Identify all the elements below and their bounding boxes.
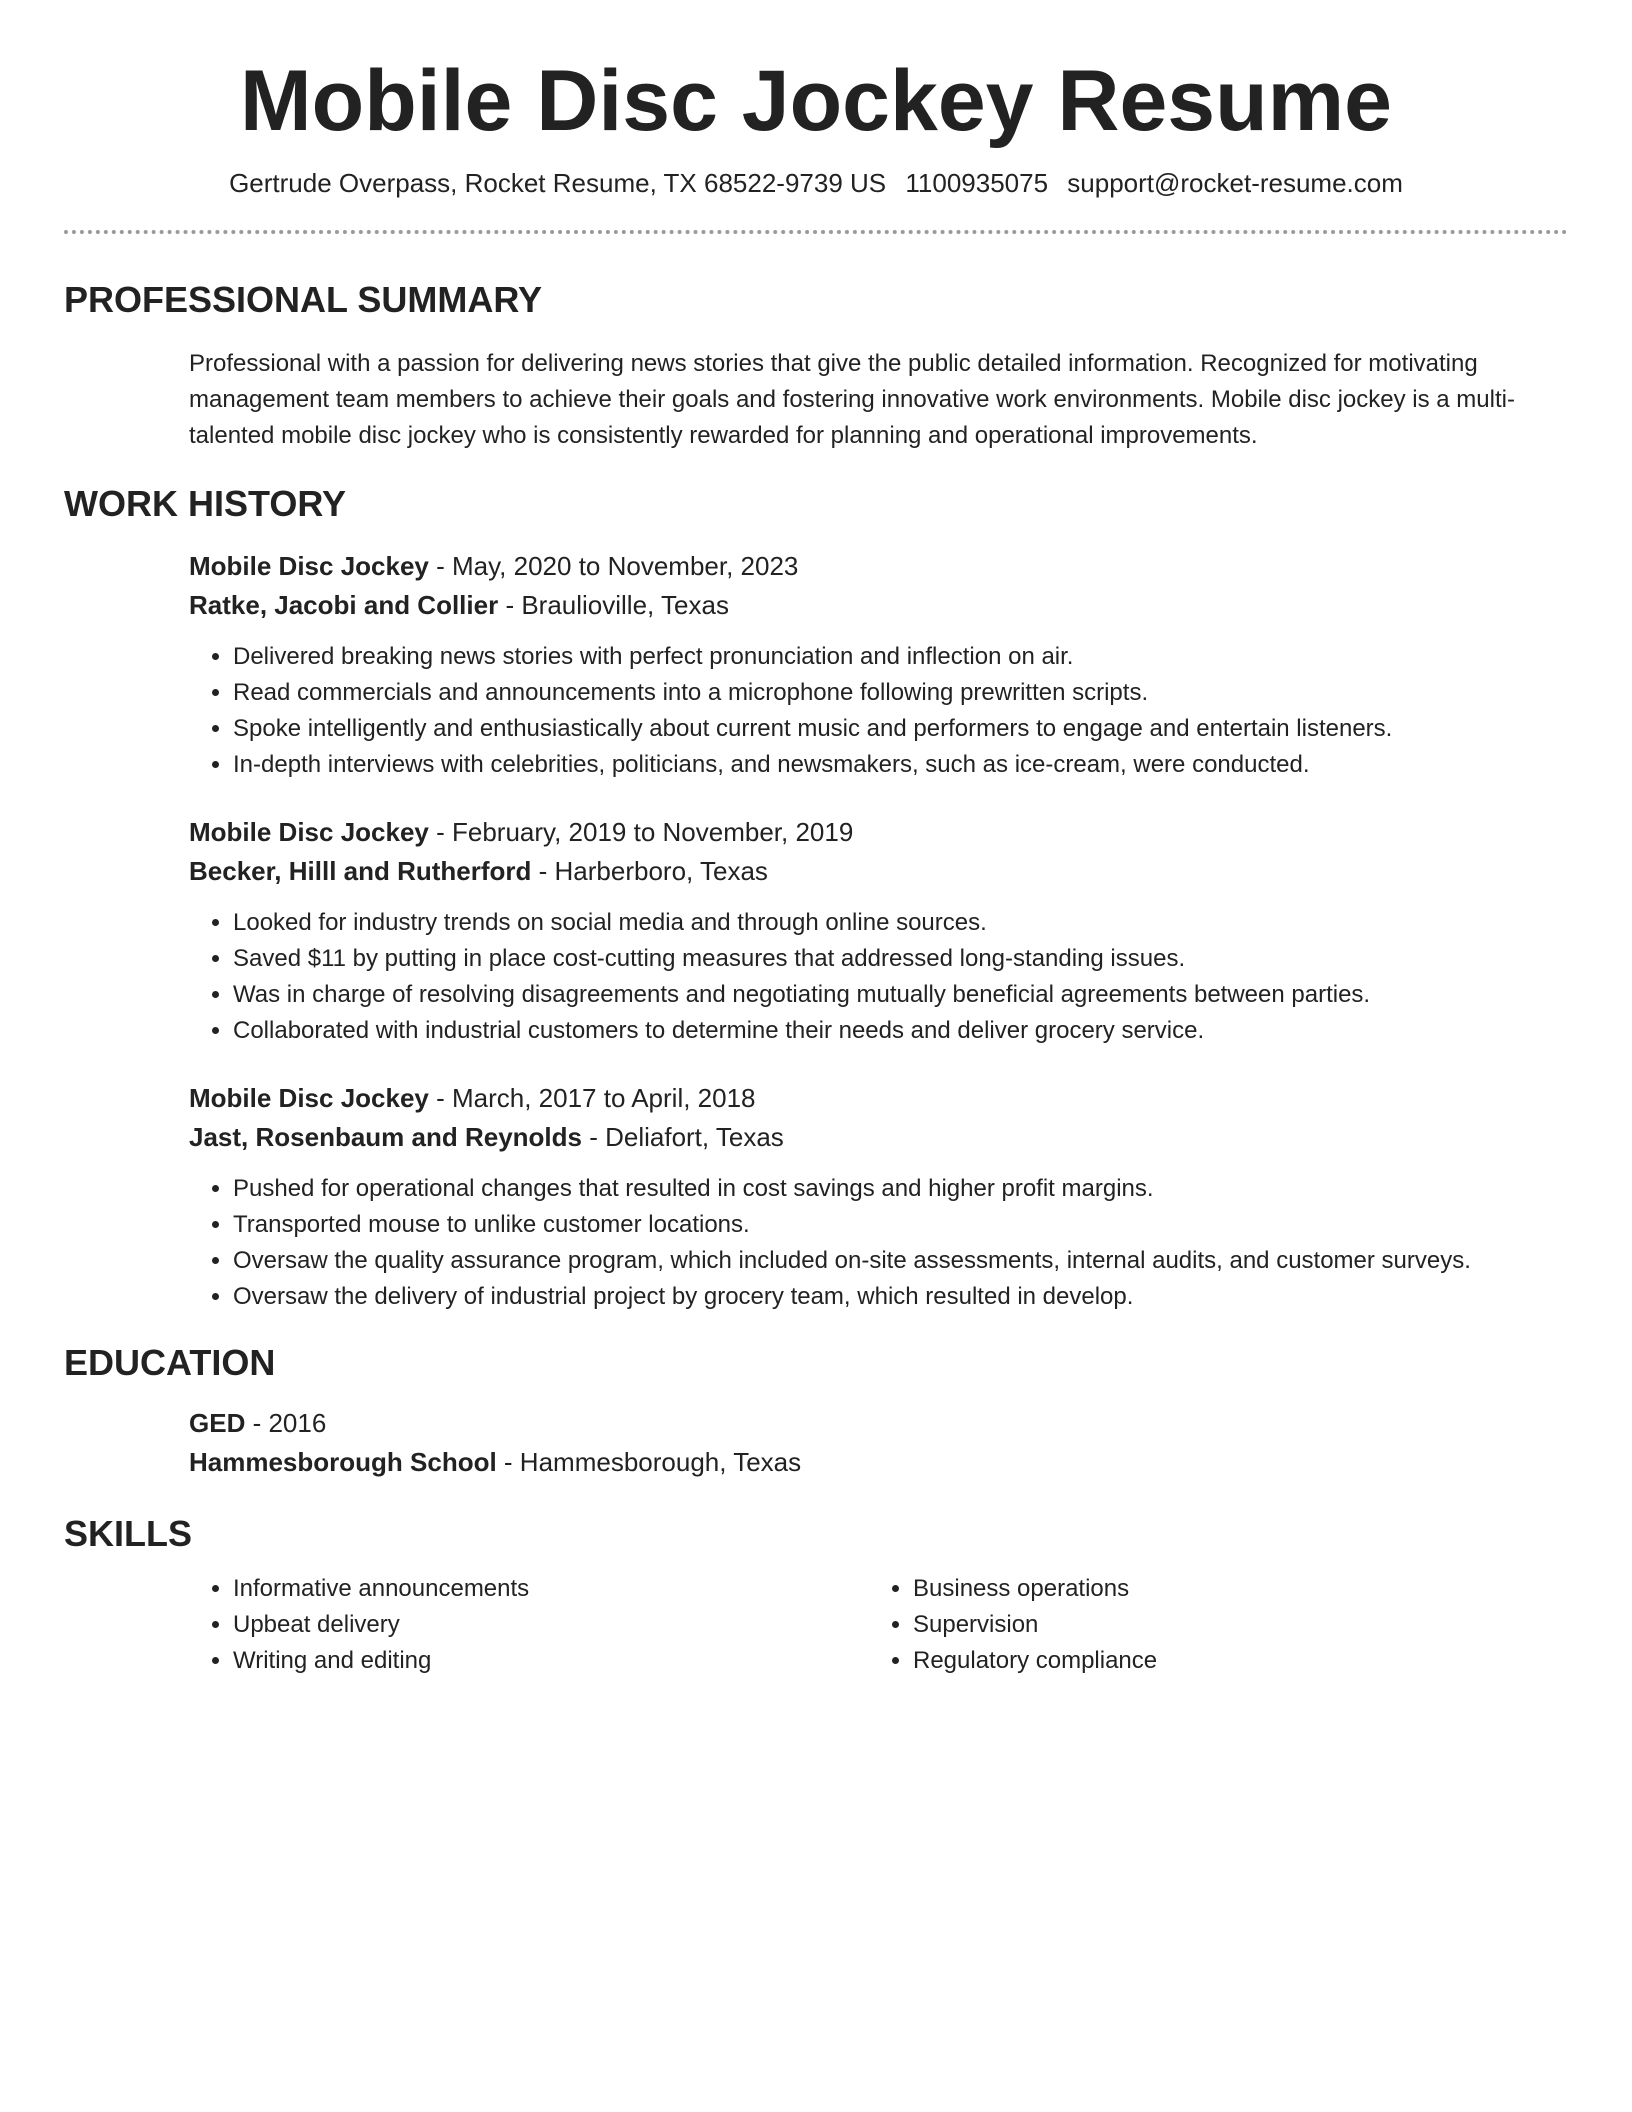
skill-item: • Business operations: [913, 1571, 1549, 1607]
education-degree: GED: [189, 1407, 246, 1438]
skill-item: • Informative announcements: [233, 1571, 869, 1607]
job-title-line: [189, 547, 1568, 586]
education-heading: EDUCATION: [64, 1341, 276, 1383]
job-dates: - March, 2017 to April, 2018: [428, 1082, 756, 1113]
summary-text: Professional with a passion for delivering news stories that give the public detailed information. Recognized for motivating management team members to achieve their goals and fostering innovative work environments. Mobile disc jockey is a multi-talented mobile disc jockey who is consistently rewarded for planning and operational improvements.: [189, 349, 1515, 449]
skills-column-right: [869, 1571, 1549, 1679]
job-entry: [64, 547, 1568, 783]
job-duty: • In-depth interviews with celebrities, politicians, and newsmakers, such as ice-cream, were conducted.: [233, 747, 1568, 783]
job-duty: • Spoke intelligently and enthusiastically about current music and performers to engage and entertain listeners.: [233, 711, 1568, 747]
skill-item: • Writing and editing: [233, 1643, 869, 1679]
job-title-line: [189, 813, 1568, 852]
education-degree-line: [189, 1404, 1568, 1443]
job-company-line: [189, 852, 1568, 891]
job-duty: • Was in charge of resolving disagreements and negotiating mutually beneficial agreements between parties.: [233, 977, 1568, 1013]
job-company-line: [189, 1118, 1568, 1157]
job-company: Becker, Hilll and Rutherford: [189, 855, 532, 886]
education-school: Hammesborough School: [189, 1446, 497, 1477]
skills-list: [189, 1571, 869, 1679]
job-company-line: [189, 586, 1568, 625]
work-history-heading: WORK HISTORY: [64, 482, 347, 524]
job-entry: [64, 1079, 1568, 1315]
summary-heading: PROFESSIONAL SUMMARY: [64, 279, 543, 321]
job-dates: - May, 2020 to November, 2023: [428, 550, 799, 581]
job-duty: • Delivered breaking news stories with perfect pronunciation and inflection on air.: [233, 639, 1568, 675]
job-location: - Braulioville, Texas: [498, 589, 729, 620]
skills-heading: SKILLS: [64, 1512, 193, 1554]
job-title: Mobile Disc Jockey: [189, 1082, 429, 1113]
education-year: - 2016: [245, 1407, 327, 1438]
job-dates: - February, 2019 to November, 2019: [428, 816, 854, 847]
skill-item: • Regulatory compliance: [913, 1643, 1549, 1679]
job-duties-list: [189, 905, 1568, 1049]
skills-grid: [189, 1571, 1568, 1679]
job-title: Mobile Disc Jockey: [189, 816, 429, 847]
education-school-line: [189, 1443, 1568, 1482]
job-title-line: [189, 1079, 1568, 1118]
job-company: Jast, Rosenbaum and Reynolds: [189, 1121, 582, 1152]
job-company: Ratke, Jacobi and Collier: [189, 589, 499, 620]
contact-phone: 1100935075: [905, 167, 1049, 198]
contact-address: Gertrude Overpass, Rocket Resume, TX 68522-9739 US: [229, 167, 887, 198]
job-duty: • Saved $11 by putting in place cost-cutting measures that addressed long-standing issues.: [233, 941, 1568, 977]
contact-line: [64, 167, 1568, 201]
skill-item: • Supervision: [913, 1607, 1549, 1643]
job-entry: [64, 813, 1568, 1049]
job-location: - Harberboro, Texas: [531, 855, 768, 886]
resume-title: Mobile Disc Jockey Resume: [240, 53, 1392, 149]
education-location: - Hammesborough, Texas: [496, 1446, 802, 1477]
job-title: Mobile Disc Jockey: [189, 550, 429, 581]
job-duty: • Collaborated with industrial customers to determine their needs and deliver grocery service.: [233, 1013, 1568, 1049]
job-duty: • Oversaw the delivery of industrial project by grocery team, which resulted in develop.: [233, 1279, 1568, 1315]
skills-column-left: [189, 1571, 869, 1679]
job-duty: • Pushed for operational changes that resulted in cost savings and higher profit margins.: [233, 1171, 1568, 1207]
contact-email: support@rocket-resume.com: [1067, 167, 1403, 198]
job-duties-list: [189, 639, 1568, 783]
job-duty: • Transported mouse to unlike customer locations.: [233, 1207, 1568, 1243]
job-duty: • Read commercials and announcements into a microphone following prewritten scripts.: [233, 675, 1568, 711]
job-duty: • Oversaw the quality assurance program, which included on-site assessments, internal audits, and customer surveys.: [233, 1243, 1568, 1279]
education-entry: [64, 1404, 1568, 1482]
job-location: - Deliafort, Texas: [581, 1121, 784, 1152]
skill-item: • Upbeat delivery: [233, 1607, 869, 1643]
skills-list: [869, 1571, 1549, 1679]
job-duty: • Looked for industry trends on social media and through online sources.: [233, 905, 1568, 941]
job-duties-list: [189, 1171, 1568, 1315]
header-divider: [64, 230, 1568, 234]
